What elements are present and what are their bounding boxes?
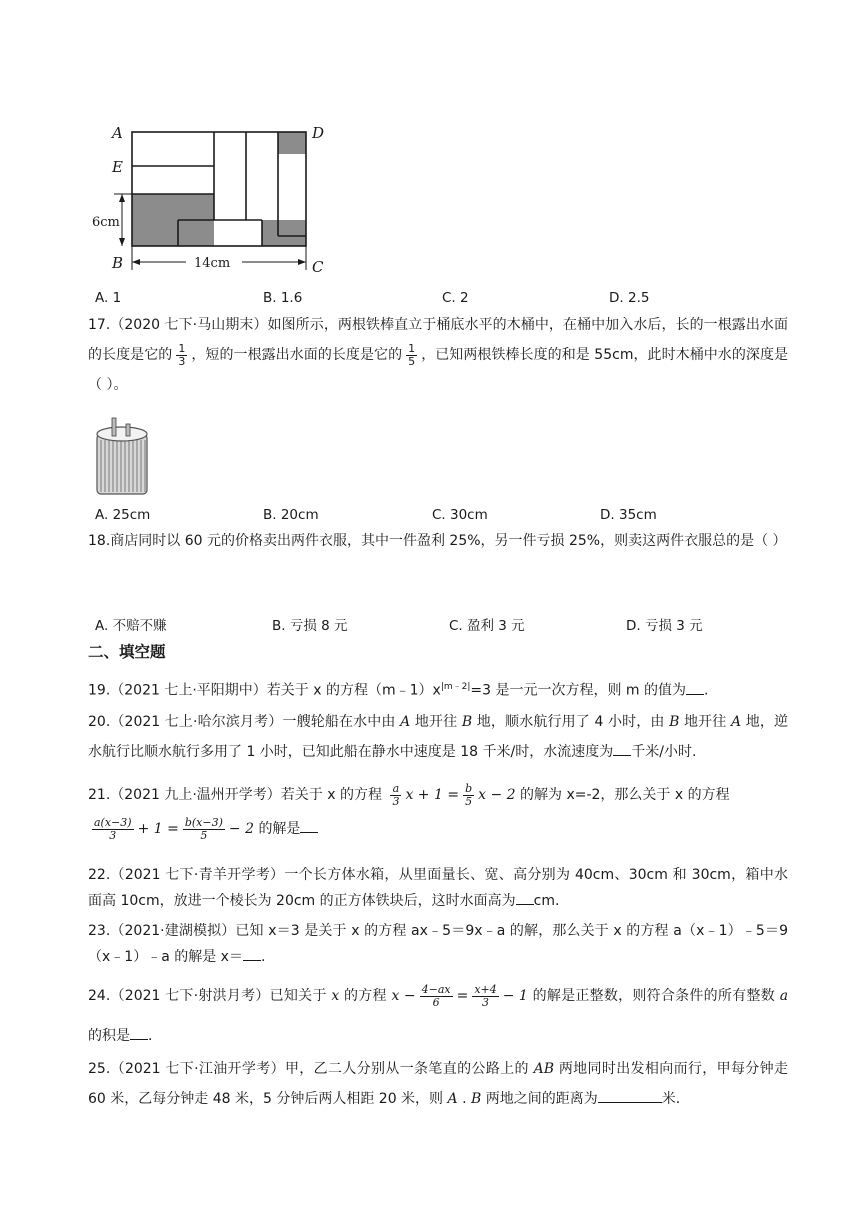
shaded-region-top-right <box>278 132 306 154</box>
q17-fraction-2: $\frac{1}{5}$ <box>408 341 416 368</box>
question-23: 23.（2021·建湖模拟）已知 x＝3 是关于 x 的方程 ax﹣5＝9x﹣a 的解，那么关于 x 的方程 a（x﹣1）﹣5＝9（x﹣1）﹣a 的解是 x＝ . <box>88 923 788 965</box>
q17-option-d[interactable]: D. 35cm <box>600 507 657 523</box>
q17-option-a[interactable]: A. 25cm <box>95 507 151 523</box>
q17-text-1: 17.（2020 七下·马山期末）如图所示，两根铁棒直立于桶底水平的木桶中，在桶中加入水后，长的一根露出水面的长度是它的 <box>88 317 788 363</box>
question-20: 20.（2021 七上·哈尔滨月考）一艘轮船在水中由 A 地开往 B 地，顺水航行用了 4 小时，由 B 地开往 A 地，逆水航行比顺水航行多用了 1 小时，已知此船在静水中速度是 18 千米/时，水流速度为 千米/小时. <box>88 714 789 760</box>
label-width-14cm: 14cm <box>194 256 231 271</box>
q24-equation: x − $\frac{4-ax}{6}$ = $\frac{x+4}{3}$ − 1 <box>391 982 528 1009</box>
q23-answer-blank[interactable] <box>243 946 261 961</box>
q19-exponent: |m﹣2| <box>440 682 471 692</box>
q17-text-3: ，已知两根铁棒长度的和是 55cm，此时木桶中水的深度是（ ）。 <box>88 347 789 393</box>
label-B: B <box>112 254 124 272</box>
shaded-region-bottom-right <box>262 220 306 246</box>
section-fill-blank-title: 二、填空题 <box>88 643 166 661</box>
q20-point-b: B <box>461 714 473 730</box>
question-19: 19.（2021 七上·平阳期中）若关于 x 的方程$(m﹣1)x^{|m﹣2|}=3$ 是一元一次方程，则 m 的值为 . <box>88 672 788 706</box>
q20-answer-blank[interactable] <box>613 741 631 756</box>
question-24: 24.（2021 七下·射洪月考）已知关于 x 的方程 x − $\frac{4-ax}{6}$ = $\frac{x+4}{3}$ − 1 的解是正整数，则符合条件的所有整数 a 的积是 . <box>88 976 788 1056</box>
q25-answer-blank[interactable] <box>598 1088 662 1103</box>
q17-fraction-1: $\frac{1}{3}$ <box>178 341 186 368</box>
label-A: A <box>112 124 123 142</box>
q17-text-2: ，短的一根露出水面的长度是它的 <box>191 347 403 363</box>
label-C: C <box>312 258 324 276</box>
q18-option-c[interactable]: C. 盈利 3 元 <box>449 618 525 634</box>
q17-options <box>95 507 815 527</box>
question-17 <box>88 310 788 400</box>
label-D: D <box>312 124 325 142</box>
q21-equation-2: $\frac{a(x-3)}{3}$ + 1 = $\frac{b(x-3)}{5}$ − 2 <box>94 815 254 842</box>
question-22: 22.（2021 七下·青羊开学考）一个长方体水箱，从里面量长、宽、高分别为 40cm、30cm 和 30cm，箱中水面高 10cm，放进一个棱长为 20cm 的正方体铁块后，这时水面高为 cm. <box>88 867 788 909</box>
label-height-6cm: 6cm <box>92 215 120 230</box>
rectangle-figure <box>92 120 340 280</box>
q18-option-d[interactable]: D. 亏损 3 元 <box>626 618 703 634</box>
q24-answer-blank[interactable] <box>130 1025 148 1040</box>
q19-answer-blank[interactable] <box>686 680 704 695</box>
q20-point-a: A <box>400 714 411 730</box>
q16-option-b[interactable]: B. 1.6 <box>263 290 303 306</box>
q16-options <box>95 290 815 310</box>
q21-equation-1: $\frac{a}{3}$ x + 1 = $\frac{b}{5}$ x − 2 <box>392 781 516 808</box>
q18-option-b[interactable]: B. 亏损 8 元 <box>272 618 348 634</box>
label-E: E <box>112 158 123 176</box>
q16-option-a[interactable]: A. 1 <box>95 290 122 306</box>
q22-answer-blank[interactable] <box>516 890 534 905</box>
question-21: 21.（2021 九上·温州开学考）若关于 x 的方程 $\frac{a}{3}$ x + 1 = $\frac{b}{5}$ x − 2 的解为 x=-2，那么关于 x 的方程 $\frac{a(x-3)}{3}$ + 1 = $\frac{b(x-3)}{5}$ − 2 的解是 <box>88 778 788 846</box>
q18-option-a[interactable]: A. 不赔不赚 <box>95 618 167 634</box>
q17-option-b[interactable]: B. 20cm <box>263 507 319 523</box>
q16-option-c[interactable]: C. 2 <box>442 290 469 306</box>
bucket-figure <box>92 414 154 498</box>
q18-options <box>95 614 815 634</box>
q16-option-d[interactable]: D. 2.5 <box>609 290 650 306</box>
question-25: 25.（2021 七下·江油开学考）甲，乙二人分别从一条笔直的公路上的 AB 两地同时出发相向而行，甲每分钟走 60 米，乙每分钟走 48 米，5 分钟后两人相距 20 米，则 A . B 两地之间的距离为 米. <box>88 1061 788 1107</box>
q21-answer-blank[interactable] <box>300 818 318 833</box>
question-18: 18.商店同时以 60 元的价格卖出两件衣服，其中一件盈利 25%，另一件亏损 25%，则卖这两件衣服总的是（ ） <box>88 533 787 549</box>
q17-option-c[interactable]: C. 30cm <box>432 507 488 523</box>
